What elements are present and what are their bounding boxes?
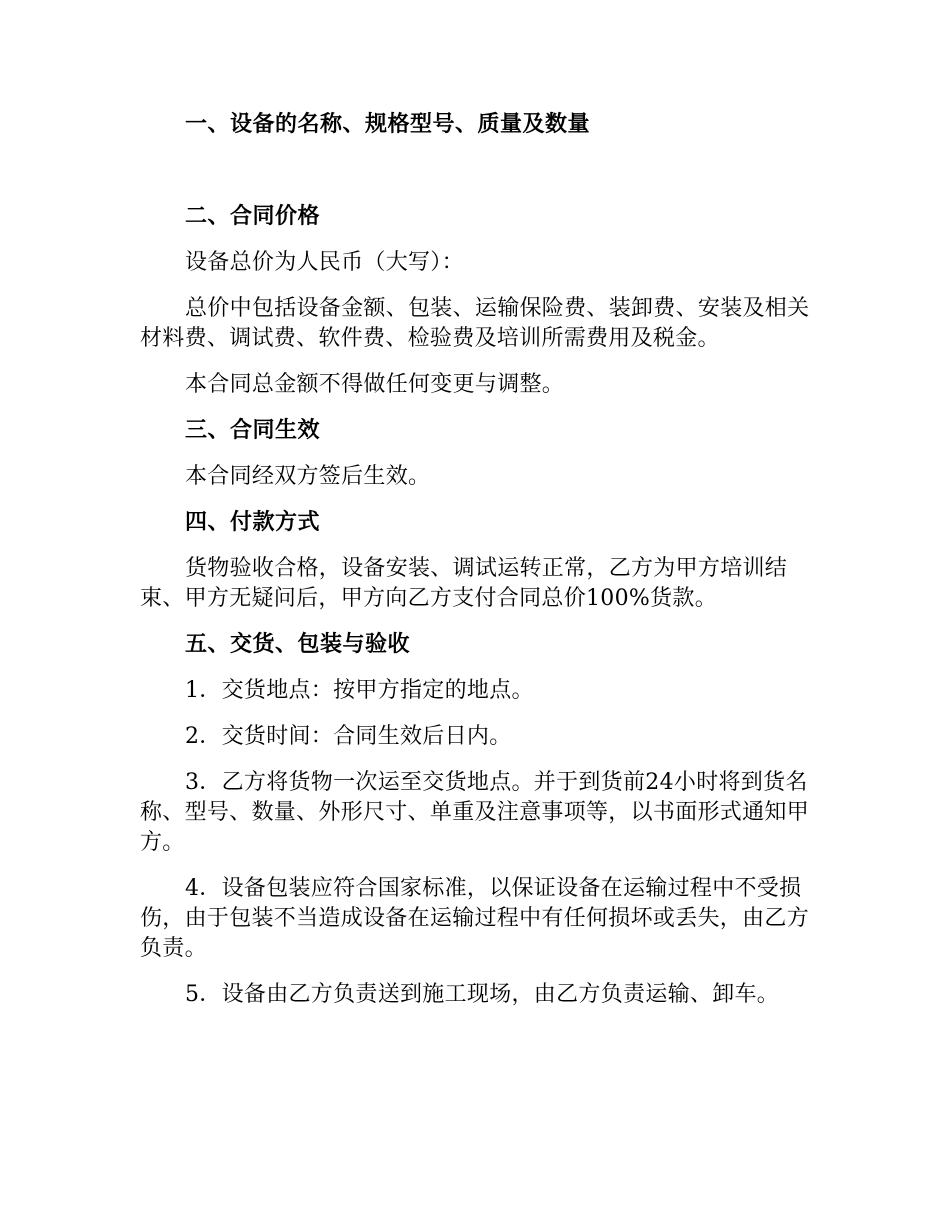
section-3-heading: 三、合同生效 <box>185 418 321 443</box>
section-2-paragraph-1: 设备总价为人民币（大写）： <box>185 250 464 275</box>
section-2-paragraph-2: 总价中包括设备金额、包装、运输保险费、装卸费、安装及相关材料费、调试费、软件费、检验费及培训所需费用及税金。 <box>140 296 810 351</box>
section-4-heading: 四、付款方式 <box>185 510 321 535</box>
section-5-item-2: 2．交货时间：合同生效后日内。 <box>185 724 512 749</box>
section-5-item-3: 3．乙方将货物一次运至交货地点。并于到货前24小时将到货名称、型号、数量、外形尺寸、单重及注意事项等，以书面形式通知甲方。 <box>140 770 810 855</box>
document-body <box>140 110 820 1010</box>
section-2-heading: 二、合同价格 <box>185 204 321 229</box>
section-5-item-4: 4．设备包装应符合国家标准，以保证设备在运输过程中不受损伤，由于包装不当造成设备在运输过程中有任何损坏或丢失，由乙方负责。 <box>140 876 810 961</box>
section-3-paragraph-1: 本合同经双方签后生效。 <box>185 464 431 489</box>
section-5-heading: 五、交货、包装与验收 <box>185 632 411 657</box>
section-1-heading: 一、设备的名称、规格型号、质量及数量 <box>185 112 591 137</box>
section-5-item-1: 1．交货地点：按甲方指定的地点。 <box>185 678 534 703</box>
section-5-item-5: 5．设备由乙方负责送到施工现场，由乙方负责运输、卸车。 <box>185 982 780 1007</box>
section-4-paragraph-1: 货物验收合格，设备安装、调试运转正常，乙方为甲方培训结束、甲方无疑问后，甲方向乙方支付合同总价100%货款。 <box>140 556 788 611</box>
section-2-paragraph-3: 本合同总金额不得做任何变更与调整。 <box>185 372 565 397</box>
